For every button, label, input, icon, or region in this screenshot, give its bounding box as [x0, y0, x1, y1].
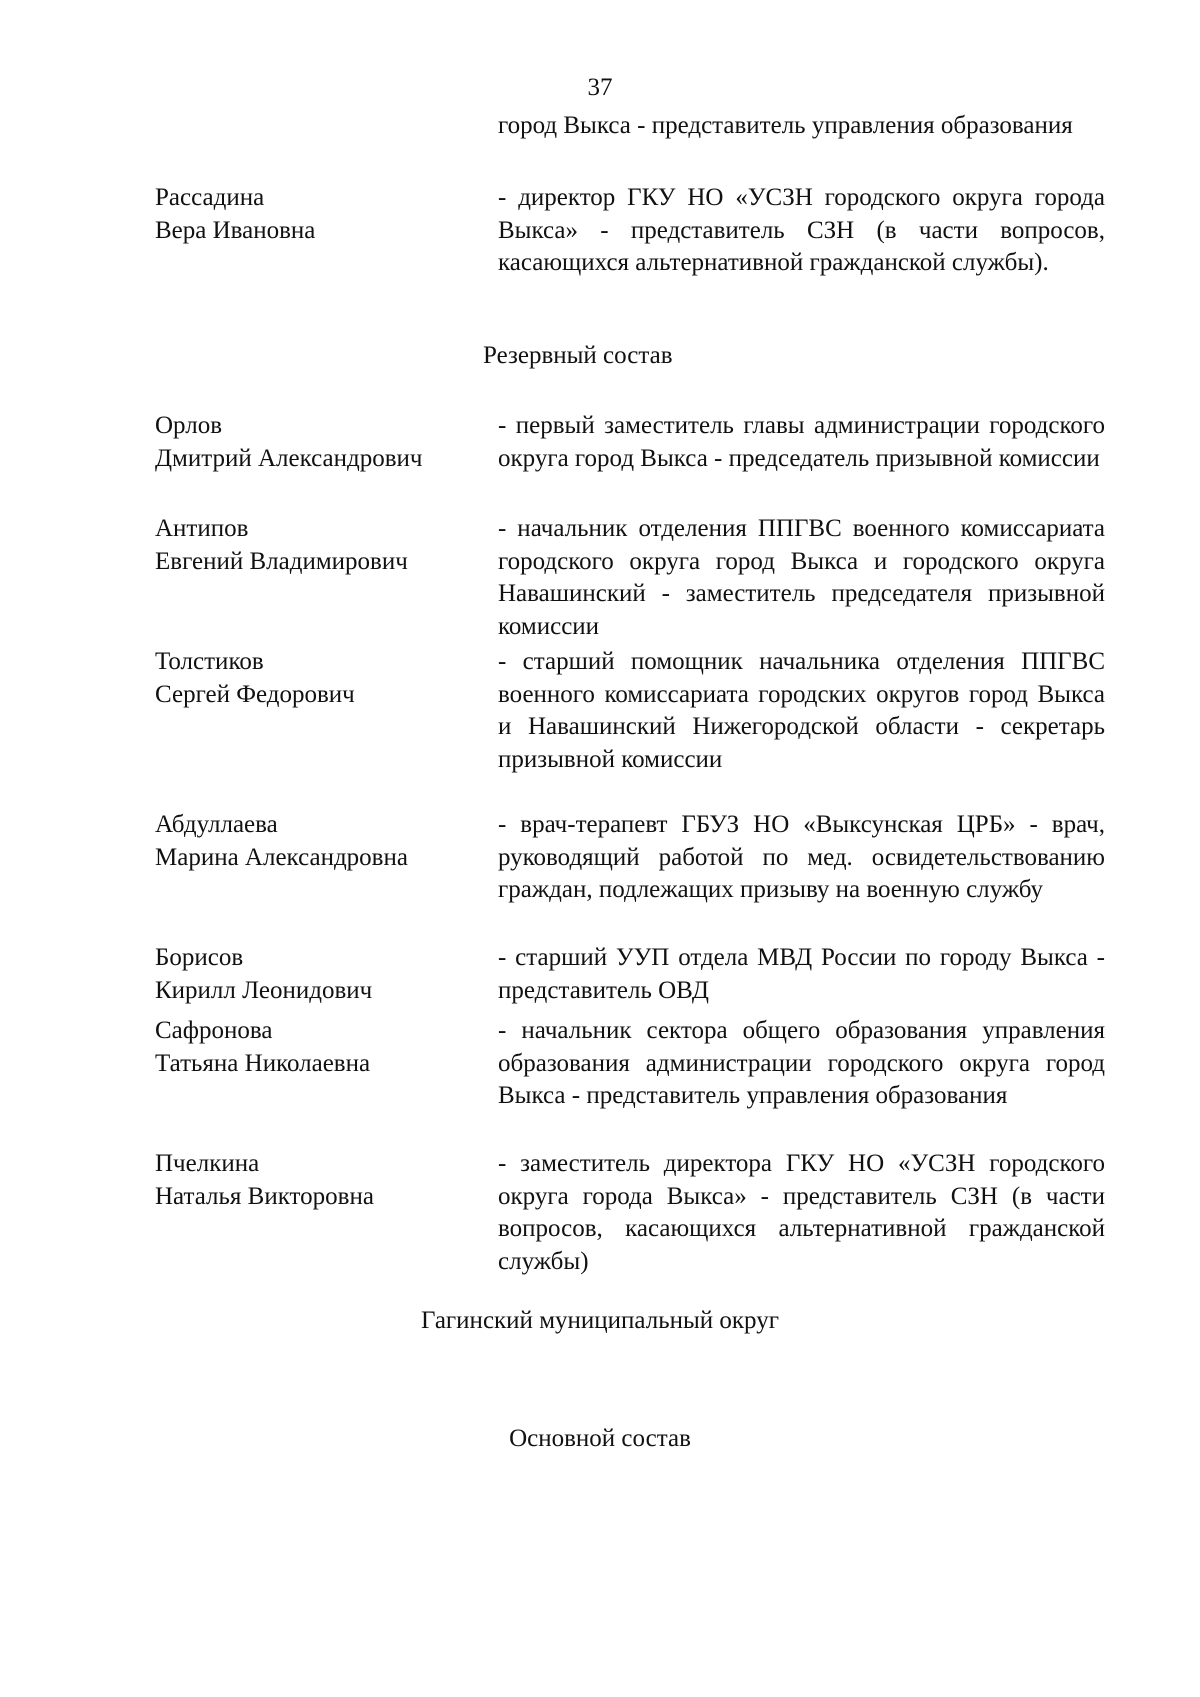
member-first-names: Дмитрий Александрович	[155, 444, 423, 472]
member-description: - заместитель директора ГКУ НО «УСЗН городского округа города Выкса» - представитель СЗН (в части вопросов, касающихся альтернативной гражданской службы)	[498, 1150, 1105, 1275]
member-first-names: Татьяна Николаевна	[155, 1049, 371, 1077]
member-first-names: Сергей Федорович	[155, 680, 355, 708]
member-first-names: Вера Ивановна	[155, 216, 316, 244]
member-last-name: Борисов	[155, 944, 244, 971]
member-name	[155, 942, 485, 1007]
reserve-section-title: Резервный состав	[483, 342, 673, 369]
member-last-name: Толстиков	[155, 648, 264, 675]
member-last-name: Сафронова	[155, 1017, 273, 1044]
member-description: - начальник отделения ППГВС военного комиссариата городского округа город Выкса и городского округа Навашинский - заместитель председателя призывной комиссии	[498, 515, 1105, 640]
main-section-title: Основной состав	[509, 1425, 691, 1452]
member-first-names: Кирилл Леонидович	[155, 976, 373, 1004]
member-description: - директор ГКУ НО «УСЗН городского округа города Выкса» - представитель СЗН (в части вопросов, касающихся альтернативной гражданской службы).	[498, 184, 1105, 276]
member-name	[155, 646, 485, 711]
member-description: - первый заместитель главы администрации городского округа город Выкса - председатель призывной комиссии	[498, 412, 1105, 472]
member-description: - врач-терапевт ГБУЗ НО «Выксунская ЦРБ» - врач, руководящий работой по мед. освидетельствованию граждан, подлежащих призыву на военную службу	[498, 811, 1105, 903]
member-name	[155, 809, 485, 874]
member-last-name: Орлов	[155, 412, 223, 439]
member-last-name: Абдуллаева	[155, 811, 278, 838]
district-title: Гагинский муниципальный округ	[421, 1307, 779, 1334]
member-name	[155, 410, 485, 475]
member-name	[155, 513, 485, 578]
member-name	[155, 182, 485, 247]
page-number: 37	[587, 74, 613, 101]
member-first-names: Евгений Владимирович	[155, 547, 408, 575]
member-last-name: Антипов	[155, 515, 249, 542]
member-description: - начальник сектора общего образования управления образования администрации городского округа город Выкса - представитель управления образования	[498, 1017, 1105, 1109]
member-name	[155, 1015, 485, 1080]
continuation-description: город Выкса - представитель управления образования	[498, 112, 1073, 139]
member-last-name: Рассадина	[155, 184, 265, 211]
member-name	[155, 1148, 485, 1213]
member-description: - старший помощник начальника отделения ППГВС военного комиссариата городских округов город Выкса и Навашинский Нижегородской области - секретарь призывной комиссии	[498, 648, 1105, 773]
member-last-name: Пчелкина	[155, 1150, 260, 1177]
member-first-names: Наталья Викторовна	[155, 1182, 374, 1210]
member-first-names: Марина Александровна	[155, 843, 408, 871]
member-description: - старший УУП отдела МВД России по городу Выкса - представитель ОВД	[498, 944, 1105, 1004]
